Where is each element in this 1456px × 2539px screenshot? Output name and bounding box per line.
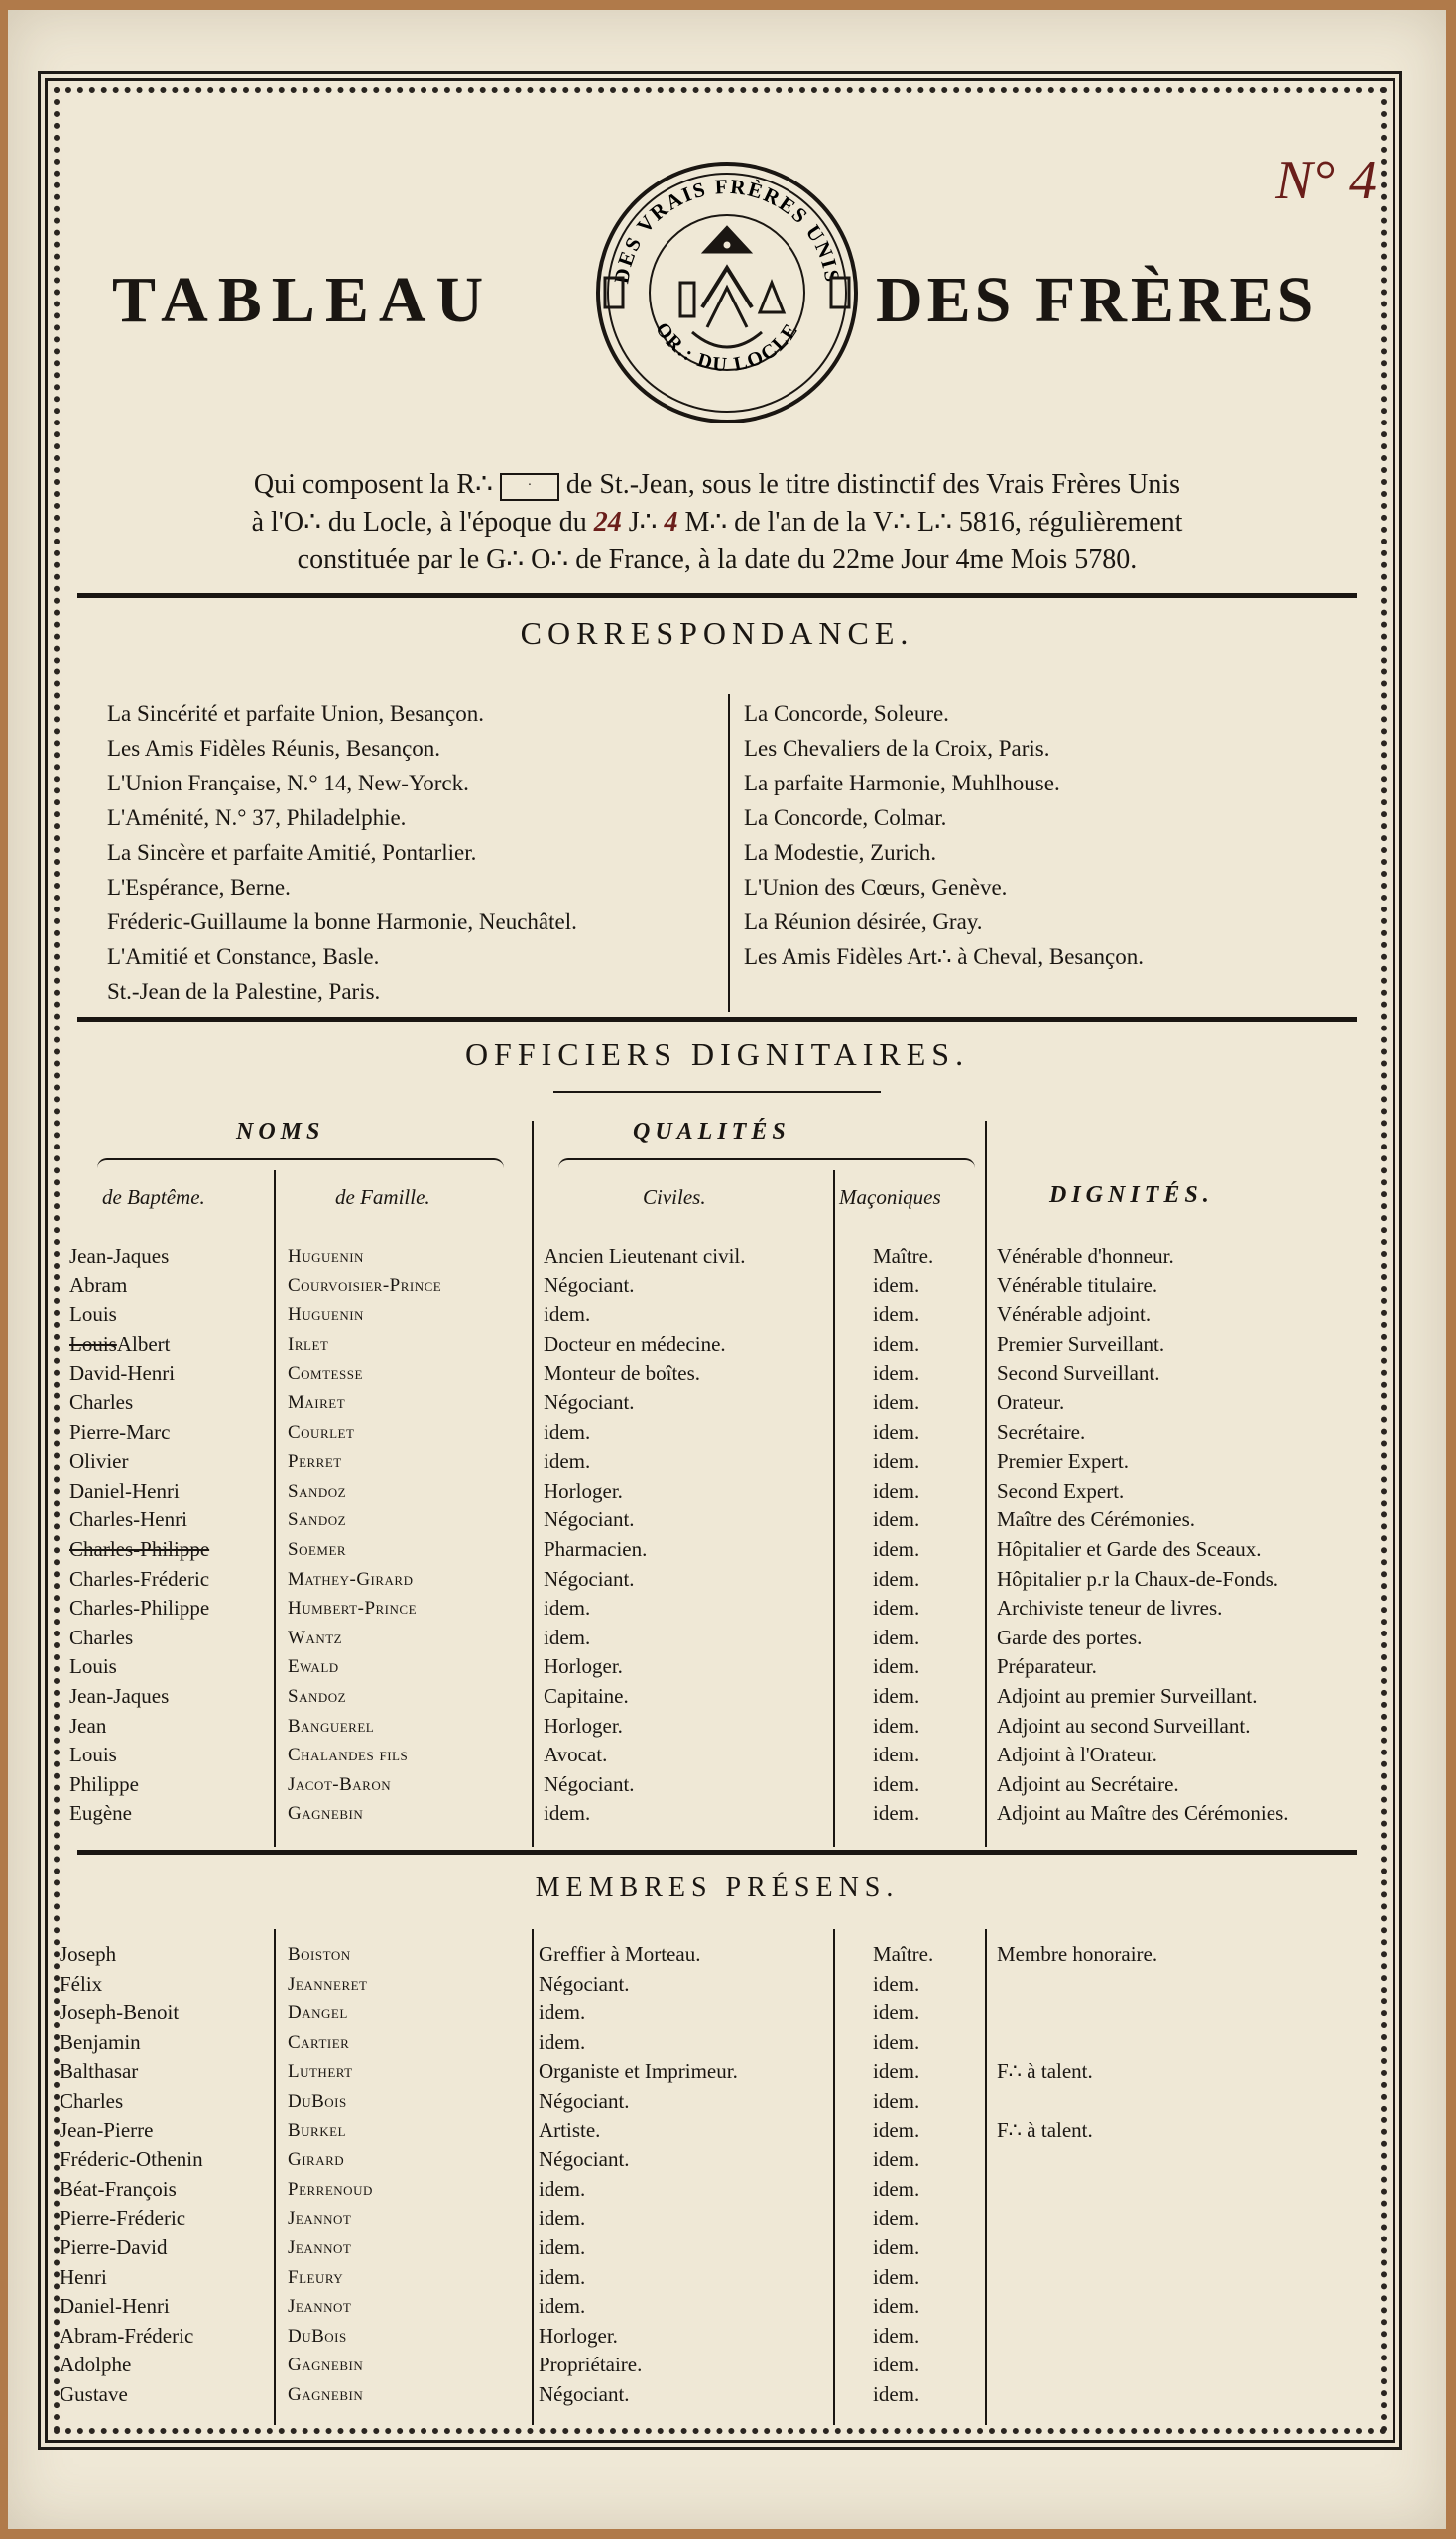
membres-bapteme-cell: Gustave (60, 2381, 128, 2406)
officiers-dignite-cell: Adjoint au Maître des Cérémonies. (997, 1801, 1289, 1826)
intro-line2b: J∴ (628, 507, 658, 538)
header-bapteme: de Baptême. (102, 1185, 205, 1209)
correspondance-item: Les Amis Fidèles Art∴ à Cheval, Besançon. (744, 944, 1145, 969)
officiers-famille-cell: Mairet (288, 1391, 346, 1413)
header-noms: NOMS (236, 1119, 325, 1145)
membres-civile-cell: Horloger. (539, 2323, 618, 2348)
membres-dignite-cell: Membre honoraire. (997, 1942, 1158, 1966)
membres-famille-cell: Luthert (288, 2061, 353, 2083)
officiers-maconique-cell: idem. (873, 1331, 920, 1356)
membres-bapteme-cell: Abram-Fréderic (60, 2323, 194, 2348)
membres-dignite-cell (997, 1998, 1157, 2028)
officiers-dignite-cell: Vénérable titulaire. (997, 1272, 1158, 1297)
title-right: DES FRÈRES (876, 264, 1318, 336)
officiers-dignite-cell: Maître des Cérémonies. (997, 1508, 1196, 1532)
officiers-title: OFFICIERS DIGNITAIRES. (464, 1036, 970, 1072)
officiers-civile-cell: Avocat. (544, 1743, 608, 1767)
membres-famille-cell: Dangel (288, 2002, 348, 2024)
membres-dignite-cell (997, 2175, 1157, 2205)
membres-civiles-column (539, 1940, 738, 2410)
membres-civile-cell: idem. (539, 2294, 586, 2319)
correspondance-item: L'Union des Cœurs, Genève. (744, 875, 1008, 900)
membres-dignite-cell (997, 2292, 1157, 2322)
membres-bapteme-cell: Joseph (60, 1942, 117, 1966)
officiers-maconique-cell: idem. (873, 1713, 920, 1738)
membres-bapteme-cell: Daniel-Henri (60, 2294, 170, 2319)
officiers-dignite-cell: Garde des portes. (997, 1625, 1143, 1649)
officiers-famille-cell: Jacot-Baron (288, 1773, 392, 1795)
membres-maconiques-column (873, 1940, 933, 2410)
officiers-famille-cell: Sandoz (288, 1510, 347, 1531)
officiers-maconique-cell: idem. (873, 1683, 920, 1708)
membres-dignite-cell: F∴ à talent. (997, 2117, 1093, 2142)
officiers-dignite-cell: Secrétaire. (997, 1419, 1086, 1444)
officiers-bapteme-cell: Pierre-Marc (69, 1419, 171, 1444)
officiers-maconique-cell: idem. (873, 1596, 920, 1621)
officiers-famille-cell: Sandoz (288, 1480, 347, 1502)
membres-maconique-cell: idem. (873, 2000, 920, 2025)
intro-line3: constituée par le G∴ O∴ de France, à la date du 22me Jour 4me Mois 5780. (297, 544, 1138, 575)
membres-bapteme-cell: Pierre-David (60, 2235, 168, 2259)
officiers-civile-cell: Négociant. (544, 1272, 635, 1297)
membres-maconique-cell: idem. (873, 2323, 920, 2348)
column-line (274, 1929, 276, 2425)
officiers-dignite-cell: Second Expert. (997, 1478, 1125, 1503)
officiers-famille-cell: Huguenin (288, 1304, 364, 1326)
officiers-civile-cell: idem. (544, 1449, 591, 1474)
officiers-bapteme-cell: Charles-Fréderic (69, 1566, 210, 1591)
membres-bapteme-cell: Pierre-Fréderic (60, 2206, 186, 2231)
membres-famille-cell: Perrenoud (288, 2178, 373, 2200)
membres-dignite-cell (997, 2380, 1157, 2410)
membres-famille-cell: Jeannot (288, 2208, 352, 2230)
officiers-civile-cell: Négociant. (544, 1771, 635, 1796)
membres-dignite-cell: F∴ à talent. (997, 2059, 1093, 2084)
officiers-bapteme-cell: Jean-Jaques (69, 1244, 170, 1268)
struck-name: Charles-Philippe (69, 1536, 210, 1561)
membres-dignite-cell (997, 2028, 1157, 2058)
handwritten-month: 4 (664, 507, 678, 538)
intro-line1: Qui composent la R∴ (253, 469, 493, 500)
officiers-bapteme-cell: Jean-Jaques (69, 1683, 170, 1708)
officiers-bapteme-cell: Louis (69, 1654, 117, 1679)
membres-title: MEMBRES PRÉSENS. (535, 1873, 900, 1903)
membres-dignites-column (997, 1940, 1157, 2410)
officiers-civile-cell: idem. (544, 1625, 591, 1649)
membres-famille-cell: Boiston (288, 1944, 351, 1965)
membres-dignite-cell (997, 2263, 1157, 2293)
officiers-maconique-cell: idem. (873, 1272, 920, 1297)
officiers-bapteme-cell: David-Henri (69, 1361, 176, 1386)
membres-bapteme-cell: Balthasar (60, 2059, 139, 2084)
officiers-civile-cell: Horloger. (544, 1713, 623, 1738)
membres-civile-cell: Négociant. (539, 2088, 630, 2113)
membres-famille-cell: Jeannot (288, 2296, 352, 2318)
membres-dignite-cell (997, 2087, 1157, 2116)
membres-maconique-cell: idem. (873, 2294, 920, 2319)
officiers-maconique-cell: idem. (873, 1478, 920, 1503)
column-line (985, 1929, 987, 2425)
membres-civile-cell: Négociant. (539, 2147, 630, 2172)
correspondance-item: Les Chevaliers de la Croix, Paris. (744, 736, 1050, 761)
membres-civile-cell: idem. (539, 2264, 586, 2289)
column-line (532, 1929, 534, 2425)
officiers-famille-cell: Mathey-Girard (288, 1568, 414, 1590)
membres-famille-cell: Jeanneret (288, 1973, 368, 1995)
membres-maconique-cell: idem. (873, 2206, 920, 2231)
correspondance-item: La Modestie, Zurich. (744, 840, 937, 865)
officiers-civile-cell: idem. (544, 1419, 591, 1444)
officiers-dignite-cell: Adjoint au second Surveillant. (997, 1713, 1251, 1738)
officiers-maconique-cell: idem. (873, 1449, 920, 1474)
officiers-famille-cell: Courvoisier-Prince (288, 1274, 442, 1296)
officiers-bapteme-cell: Abram (69, 1272, 128, 1297)
officiers-dignite-cell: Vénérable adjoint. (997, 1302, 1152, 1327)
struck-name: Louis (69, 1331, 117, 1356)
officiers-maconique-cell: idem. (873, 1361, 920, 1386)
officiers-dignite-cell: Adjoint à l'Orateur. (997, 1743, 1157, 1767)
officiers-bapteme-cell: Daniel-Henri (69, 1478, 180, 1503)
membres-famille-cell: Burkel (288, 2119, 347, 2141)
membres-dignite-cell (997, 1970, 1157, 1999)
officiers-civile-cell: Capitaine. (544, 1683, 629, 1708)
header-famille: de Famille. (335, 1185, 430, 1209)
officiers-dignite-cell: Préparateur. (997, 1654, 1097, 1679)
membres-maconique-cell: idem. (873, 2088, 920, 2113)
header-dignites: DIGNITÉS. (1049, 1182, 1214, 1208)
officiers-bapteme-cell: Charles-Henri (69, 1508, 187, 1532)
officiers-dignite-cell: Hôpitalier et Garde des Sceaux. (997, 1536, 1262, 1561)
membres-civile-cell: Négociant. (539, 2381, 630, 2406)
officiers-dignite-cell: Adjoint au Secrétaire. (997, 1771, 1179, 1796)
officiers-dignite-cell: Second Surveillant. (997, 1361, 1160, 1386)
membres-famille-cell: Jeannot (288, 2237, 352, 2258)
officiers-famille-cell: Sandoz (288, 1685, 347, 1707)
handwritten-day: 24 (593, 507, 622, 538)
officiers-bapteme-cell: Louis (69, 1743, 117, 1767)
correspondance-item: La Réunion désirée, Gray. (744, 909, 983, 934)
membres-famille-column (288, 1940, 373, 2410)
officiers-civile-cell: Pharmacien. (544, 1536, 648, 1561)
membres-dignite-cell (997, 2145, 1157, 2175)
officiers-civile-cell: Négociant. (544, 1566, 635, 1591)
membres-dignite-cell (997, 2204, 1157, 2234)
membres-famille-cell: Cartier (288, 2031, 350, 2053)
officiers-famille-cell: Wantz (288, 1627, 343, 1648)
membres-civile-cell: Organiste et Imprimeur. (539, 2059, 738, 2084)
officiers-civile-cell: Ancien Lieutenant civil. (544, 1244, 746, 1268)
correspondance-item: St.-Jean de la Palestine, Paris. (107, 979, 381, 1004)
officiers-famille-cell: Comtesse (288, 1363, 363, 1385)
membres-civile-cell: Négociant. (539, 1971, 630, 1995)
membres-famille-cell: Gagnebin (288, 2355, 364, 2376)
membres-maconique-cell: idem. (873, 2029, 920, 2054)
column-line (833, 1929, 835, 2425)
membres-bapteme-cell: Charles (60, 2088, 124, 2113)
officiers-maconique-cell: idem. (873, 1801, 920, 1826)
membres-civile-cell: idem. (539, 2235, 586, 2259)
officiers-maconique-cell: idem. (873, 1390, 920, 1414)
officiers-famille-cell: Soemer (288, 1538, 347, 1560)
membres-maconique-cell: idem. (873, 2176, 920, 2201)
header-maconiques: Maçoniques (839, 1185, 941, 1209)
intro-line2c: M∴ de l'an de la V∴ L∴ 5816, régulièrement (684, 507, 1183, 538)
intro-line1b: de St.-Jean, sous le titre distinctif des Vrais Frères Unis (565, 469, 1181, 500)
officiers-famille-cell: Chalandes fils (288, 1745, 409, 1766)
handwritten-number: N° 4 (1275, 150, 1377, 211)
officiers-dignite-cell: Archiviste teneur de livres. (997, 1596, 1223, 1621)
officiers-bapteme-cell: Olivier (69, 1449, 129, 1474)
corrected-name: Albert (116, 1331, 171, 1356)
membres-dignite-cell (997, 2351, 1157, 2380)
membres-bapteme-cell: Félix (60, 1971, 103, 1995)
seal-top-text: DES VRAIS FRÈRES UNIS (609, 174, 845, 286)
membres-maconique-cell: idem. (873, 2381, 920, 2406)
membres-maconique-cell: idem. (873, 2353, 920, 2377)
membres-maconique-cell: Maître. (873, 1942, 934, 1966)
membres-maconique-cell: idem. (873, 2059, 920, 2084)
membres-famille-cell: Girard (288, 2149, 345, 2171)
correspondance-item: La Sincérité et parfaite Union, Besançon. (107, 701, 484, 726)
officiers-dignite-cell: Adjoint au premier Surveillant. (997, 1683, 1258, 1708)
officiers-bapteme-cell: Charles (69, 1625, 134, 1649)
membres-civile-cell: Artiste. (539, 2117, 601, 2142)
membres-bapteme-cell: Joseph-Benoit (60, 2000, 180, 2025)
officiers-famille-cell: Ewald (288, 1656, 339, 1678)
membres-bapteme-cell: Henri (60, 2264, 107, 2289)
officiers-civile-cell: Négociant. (544, 1390, 635, 1414)
correspondance-item: La Concorde, Soleure. (744, 701, 949, 726)
membres-bapteme-cell: Jean-Pierre (60, 2117, 154, 2142)
correspondance-item: La Concorde, Colmar. (744, 805, 947, 830)
membres-maconique-cell: idem. (873, 2235, 920, 2259)
officiers-famille-cell: Irlet (288, 1333, 329, 1355)
lodge-symbol-icon: · (500, 473, 559, 501)
officiers-bapteme-cell: Charles (69, 1390, 134, 1414)
officiers-maconique-cell: idem. (873, 1302, 920, 1327)
officiers-maconique-cell: idem. (873, 1536, 920, 1561)
officiers-civile-cell: idem. (544, 1801, 591, 1826)
officiers-famille-cell: Gagnebin (288, 1803, 364, 1825)
membres-maconique-cell: idem. (873, 2147, 920, 2172)
intro-line2a: à l'O∴ du Locle, à l'époque du (251, 507, 587, 538)
officiers-bapteme-cell: Louis (69, 1302, 117, 1327)
seal-bottom-text: OR.: DU LOCLE (651, 318, 803, 377)
correspondance-item: La parfaite Harmonie, Muhlhouse. (744, 771, 1060, 795)
officiers-maconique-cell: idem. (873, 1508, 920, 1532)
correspondance-item: Fréderic-Guillaume la bonne Harmonie, Neuchâtel. (107, 909, 577, 934)
membres-famille-cell: DuBois (288, 2090, 347, 2112)
membres-bapteme-cell: Fréderic-Othenin (60, 2147, 203, 2172)
officiers-famille-cell: Perret (288, 1451, 342, 1473)
officiers-maconique-cell: idem. (873, 1419, 920, 1444)
membres-bapteme-cell: Adolphe (60, 2353, 132, 2377)
officiers-dignite-cell: Vénérable d'honneur. (997, 1244, 1174, 1268)
correspondance-title: CORRESPONDANCE. (520, 615, 914, 651)
officiers-famille-cell: Banguerel (288, 1715, 375, 1737)
officiers-famille-cell: Courlet (288, 1421, 355, 1443)
correspondance-item: La Sincère et parfaite Amitié, Pontarlier. (107, 840, 477, 865)
membres-maconique-cell: idem. (873, 1971, 920, 1995)
membres-maconique-cell: idem. (873, 2117, 920, 2142)
membres-civile-cell: idem. (539, 2000, 586, 2025)
correspondance-item: L'Aménité, N.° 37, Philadelphie. (107, 805, 407, 830)
membres-dignite-cell (997, 2322, 1157, 2352)
officiers-maconique-cell: idem. (873, 1566, 920, 1591)
officiers-bapteme-cell: Eugène (69, 1801, 132, 1826)
membres-bapteme-cell: Benjamin (60, 2029, 141, 2054)
membres-civile-cell: idem. (539, 2176, 586, 2201)
officiers-civile-cell: Docteur en médecine. (544, 1331, 726, 1356)
officiers-maconique-cell: idem. (873, 1654, 920, 1679)
officiers-famille-cell: Humbert-Prince (288, 1598, 418, 1620)
correspondance-item: L'Amitié et Constance, Basle. (107, 944, 380, 969)
officiers-bapteme-cell: Philippe (69, 1771, 140, 1796)
officiers-dignite-cell: Premier Surveillant. (997, 1331, 1165, 1356)
membres-maconique-cell: idem. (873, 2264, 920, 2289)
membres-famille-cell: DuBois (288, 2325, 347, 2347)
officiers-civile-cell: Horloger. (544, 1478, 623, 1503)
membres-table (8, 10, 1446, 2529)
membres-famille-cell: Fleury (288, 2266, 344, 2288)
header-civiles: Civiles. (643, 1185, 706, 1209)
membres-dignite-cell (997, 2234, 1157, 2263)
officiers-maconique-cell: idem. (873, 1743, 920, 1767)
officiers-maconique-cell: idem. (873, 1625, 920, 1649)
title-left: TABLEAU (112, 264, 494, 336)
membres-civile-cell: Greffier à Morteau. (539, 1942, 701, 1966)
header-qualites: QUALITÉS (633, 1119, 790, 1145)
membres-famille-cell: Gagnebin (288, 2383, 364, 2405)
officiers-dignite-cell: Hôpitalier p.r la Chaux-de-Fonds. (997, 1566, 1279, 1591)
correspondance-item: Les Amis Fidèles Réunis, Besançon. (107, 736, 441, 761)
officiers-civile-cell: Horloger. (544, 1654, 623, 1679)
membres-civile-cell: idem. (539, 2206, 586, 2231)
correspondance-item: L'Union Française, N.° 14, New-Yorck. (107, 771, 469, 795)
membres-civile-cell: idem. (539, 2029, 586, 2054)
officiers-civile-cell: idem. (544, 1596, 591, 1621)
membres-civile-cell: Propriétaire. (539, 2353, 643, 2377)
membres-bapteme-column (60, 1940, 203, 2410)
officiers-maconique-cell: Maître. (873, 1244, 934, 1268)
officiers-civile-cell: idem. (544, 1302, 591, 1327)
officiers-dignite-cell: Premier Expert. (997, 1449, 1129, 1474)
document-sheet (8, 10, 1446, 2529)
officiers-bapteme-cell: Charles-Philippe (69, 1596, 210, 1621)
officiers-famille-cell: Huguenin (288, 1246, 364, 1267)
correspondance-item: L'Espérance, Berne. (107, 875, 291, 900)
membres-bapteme-cell: Béat-François (60, 2176, 177, 2201)
officiers-maconique-cell: idem. (873, 1771, 920, 1796)
officiers-bapteme-cell: Jean (69, 1713, 107, 1738)
officiers-civile-cell: Négociant. (544, 1508, 635, 1532)
officiers-civile-cell: Monteur de boîtes. (544, 1361, 701, 1386)
officiers-dignite-cell: Orateur. (997, 1390, 1065, 1414)
